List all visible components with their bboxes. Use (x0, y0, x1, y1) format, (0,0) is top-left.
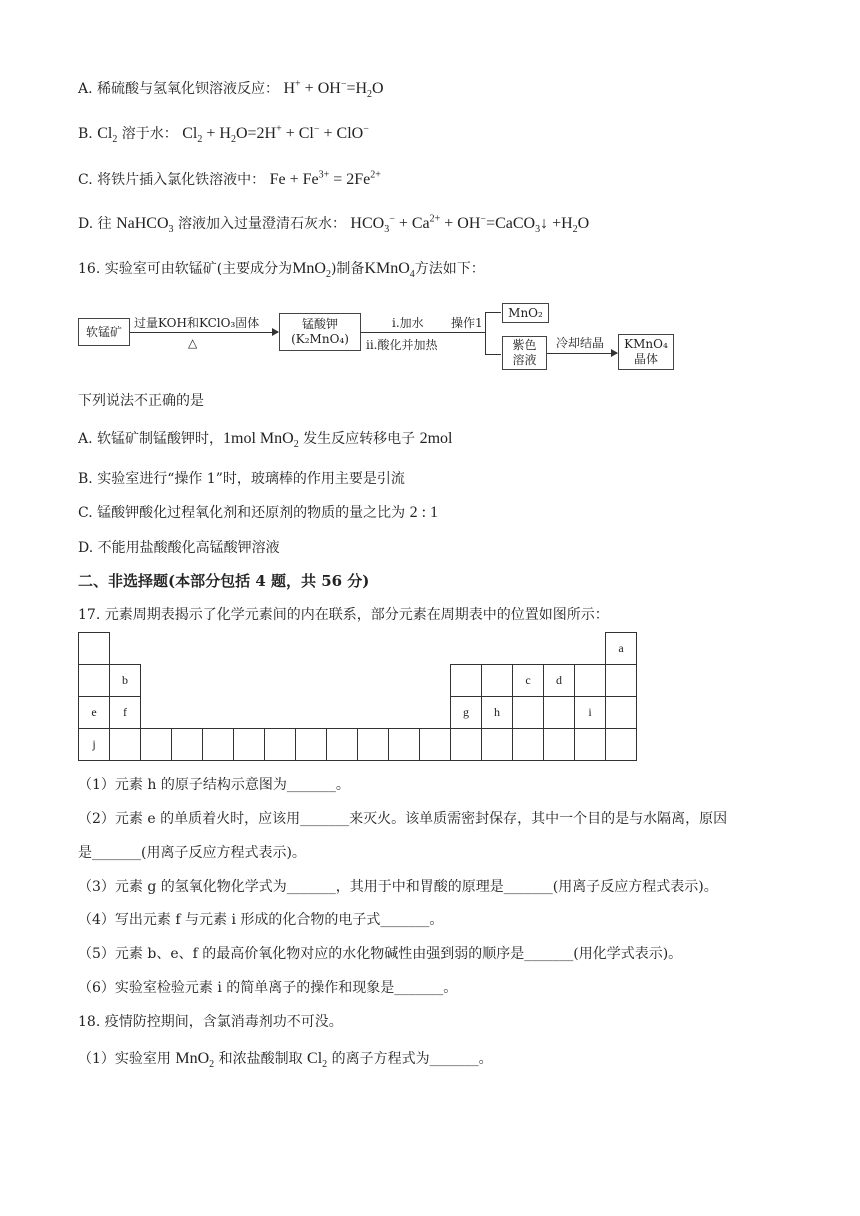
q16-option-c: C. 锰酸钾酸化过程氧化剂和还原剂的物质的量之比为 2 : 1 (78, 504, 439, 521)
option-c: C. 将铁片插入氯化铁溶液中： $Fe + Fe^{3+} = 2Fe^{2+}$ (78, 169, 381, 188)
q17-sub-2a: （2）元素 e 的单质着火时，应该用_______来灭火。该单质需密封保存，其中一个目的是与水隔离，原因 (78, 811, 728, 827)
q16-stem: 16. 实验室可由软锰矿(主要成分为MnO$_2$)制备KMnO$_4$方法如下： (78, 260, 485, 281)
flow-arrow-1 (130, 332, 278, 333)
flow-step2a-label: i.加水 (392, 316, 424, 330)
q17-sub-4: （4）写出元素 f 与元素 i 形成的化合物的电子式_______。 (78, 912, 444, 928)
q16-option-a: A. 软锰矿制锰酸钾时，1mol MnO$_2$ 发生反应转移电子 2mol (78, 430, 453, 451)
q17-stem: 17. 元素周期表揭示了化学元素间的内在联系，部分元素在周期表中的位置如图所示： (78, 607, 609, 623)
flow-final-box: KMnO₄ 晶体 (618, 334, 674, 370)
pt-cell-i: i (575, 697, 606, 729)
flow-start-box: 软锰矿 (78, 318, 130, 346)
arrow-head-1 (272, 328, 279, 336)
q17-sub-6: （6）实验室检验元素 i 的简单离子的操作和现象是_______。 (78, 980, 458, 996)
flow-step1-condition: △ (188, 336, 198, 350)
pt-cell-d: d (544, 665, 575, 697)
q17-sub-3: （3）元素 g 的氢氧化物化学式为_______，其用于中和胃酸的原理是_______(用离子反应方程式表示)。 (78, 879, 718, 895)
q18-sub-1: （1）实验室用 MnO$_2$ 和浓盐酸制取 $Cl_2$ 的离子方程式为_______。 (78, 1050, 493, 1071)
pt-cell-h: h (482, 697, 513, 729)
pt-cell-g: g (451, 697, 482, 729)
pt-cell-e: e (79, 697, 110, 729)
flow-branch-bottom (485, 354, 501, 355)
flow-mid-box: 锰酸钾 (K₂MnO₄) (279, 313, 361, 351)
flow-step3-label: 冷却结晶 (556, 336, 605, 350)
flow-step1-label: 过量KOH和KClO₃固体 (134, 316, 260, 330)
flow-branch-top (485, 312, 501, 313)
flow-out2-box: 紫色 溶液 (502, 336, 547, 370)
option-d: D. 往 NaHCO$_3$ 溶液加入过量澄清石灰水： $HCO_3^- + Ca^{2+}$ + OH−=CaCO$_3$↓ $+H_2O$ (78, 213, 590, 236)
q16-option-b: B. 实验室进行“操作 1”时，玻璃棒的作用主要是引流 (78, 471, 405, 487)
flow-out1-box: MnO₂ (502, 303, 549, 323)
flow-branch-line (485, 312, 486, 354)
q16-option-d: D. 不能用盐酸酸化高锰酸钾溶液 (78, 540, 280, 556)
pt-cell-b: b (110, 665, 141, 697)
periodic-table (78, 632, 637, 761)
option-a: A. 稀硫酸与氢氧化钡溶液反应： $H^+ + OH^-=H_2O$ (78, 78, 384, 101)
q17-sub-2b: 是_______(用离子反应方程式表示)。 (78, 845, 306, 861)
flow-arrow-3 (547, 353, 617, 354)
flow-step2b-label: ii.酸化并加热 (366, 338, 438, 352)
q17-sub-5: （5）元素 b、e、f 的最高价氧化物对应的水化物碱性由强到弱的顺序是_______(用化学式表示)。 (78, 946, 683, 962)
q16-ask: 下列说法不正确的是 (78, 393, 204, 409)
flow-op-label: 操作1 (451, 316, 483, 330)
q18-stem: 18. 疫情防控期间，含氯消毒剂功不可没。 (78, 1014, 343, 1030)
pt-cell-f: f (110, 697, 141, 729)
flow-arrow-2 (361, 332, 485, 333)
arrow-head-3 (611, 349, 618, 357)
q17-sub-1: （1）元素 h 的原子结构示意图为_______。 (78, 777, 350, 793)
pt-cell-j: j (79, 729, 110, 761)
pt-cell-c: c (513, 665, 544, 697)
pt-cell-a: a (606, 633, 637, 665)
pt-cell (79, 633, 110, 665)
option-b: B. $Cl_2$ 溶于水： $Cl_2 + H_2O=2H^+ + Cl^- + ClO^-$ (78, 123, 369, 146)
section-heading: 二、非选择题(本部分包括 4 题，共 56 分) (78, 572, 370, 590)
